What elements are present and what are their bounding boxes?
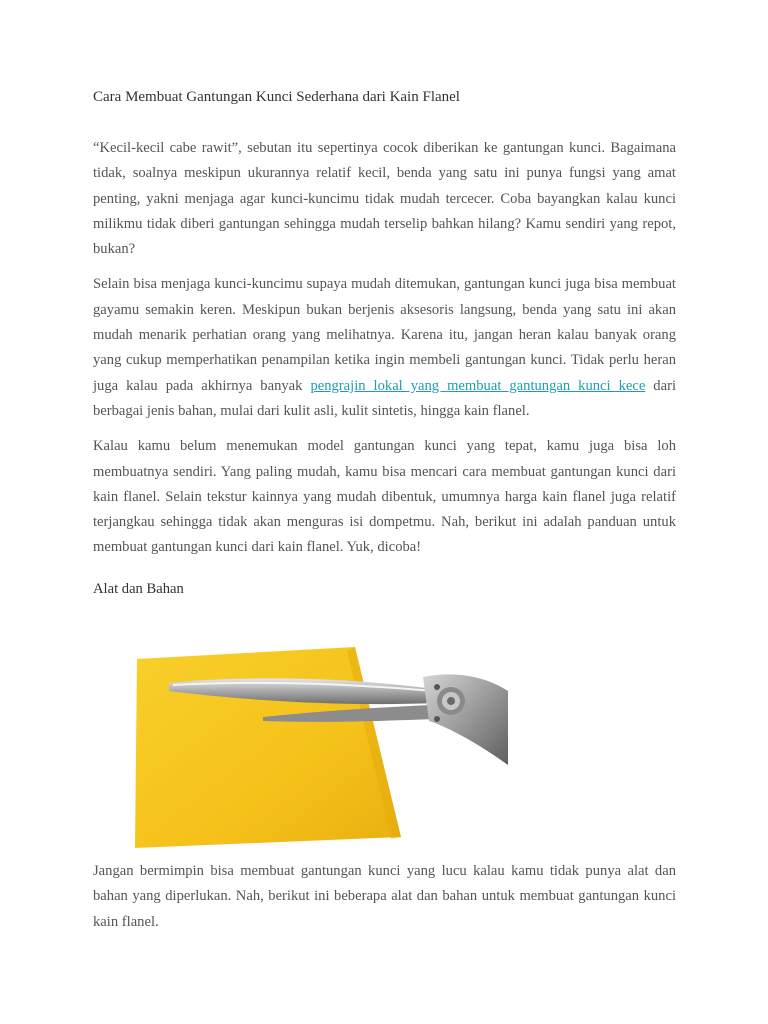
paragraph-style-text-after: dari berbagai jenis bahan, mulai dari kulit asli, kulit sintetis, hingga kain flanel. — [93, 377, 676, 419]
paragraph-diy: Kalau kamu belum menemukan model gantungan kunci yang tepat, kamu juga bisa loh membuatnya sendiri. Yang paling mudah, kamu bisa mencari cara membuat gantungan kunci dari kain flanel. Selain tekstur kainnya yang mudah dibentuk, umumnya harga kain flanel juga relatif terjangkau sehingga tidak akan menguras isi dompetmu. Nah, berikut ini adalah panduan untuk membuat gantungan kunci dari kain flanel. Yuk, dicoba! — [93, 438, 676, 556]
paragraph-tools: Jangan bermimpin bisa membuat gantungan kunci yang lucu kalau kamu tidak punya alat dan bahan yang diperlukan. Nah, berikut ini beberapa alat dan bahan untuk membuat gantungan kunci kain flanel. — [93, 863, 676, 930]
craftsmen-link[interactable]: pengrajin lokal yang membuat gantungan kunci kece — [310, 377, 646, 394]
section-heading: Alat dan Bahan — [93, 580, 184, 597]
paragraph-style-text-before: Selain bisa menjaga kunci-kuncimu supaya mudah ditemukan, gantungan kunci juga bisa membuat gayamu semakin keren. Meskipun bukan berjenis aksesoris langsung, benda yang satu ini akan mudah menarik perhatian orang yang melihatnya. Karena itu, jangan heran kalau banyak orang yang cukup memperhatikan penampilan ketika ingin membeli gantungan kunci. Tidak perlu heran juga kalau pada akhirnya banyak — [93, 276, 676, 394]
felt-and-scissors-image — [133, 625, 508, 848]
paragraph-intro: “Kecil-kecil cabe rawit”, sebutan itu sepertinya cocok diberikan ke gantungan kunci. Bagaimana tidak, soalnya meskipun ukurannya relatif kecil, benda yang satu ini punya fungsi yang amat penting, yakni menjaga agar kunci-kuncimu tidak mudah tercecer. Coba bayangkan kalau kunci milikmu tidak diberi gantungan sehingga mudah terselip bahkan hilang? Kamu sendiri yang repot, bukan? — [93, 140, 676, 258]
article-title: Cara Membuat Gantungan Kunci Sederhana dari Kain Flanel — [93, 89, 460, 105]
paragraph-style — [93, 272, 676, 424]
article-body — [93, 84, 676, 602]
